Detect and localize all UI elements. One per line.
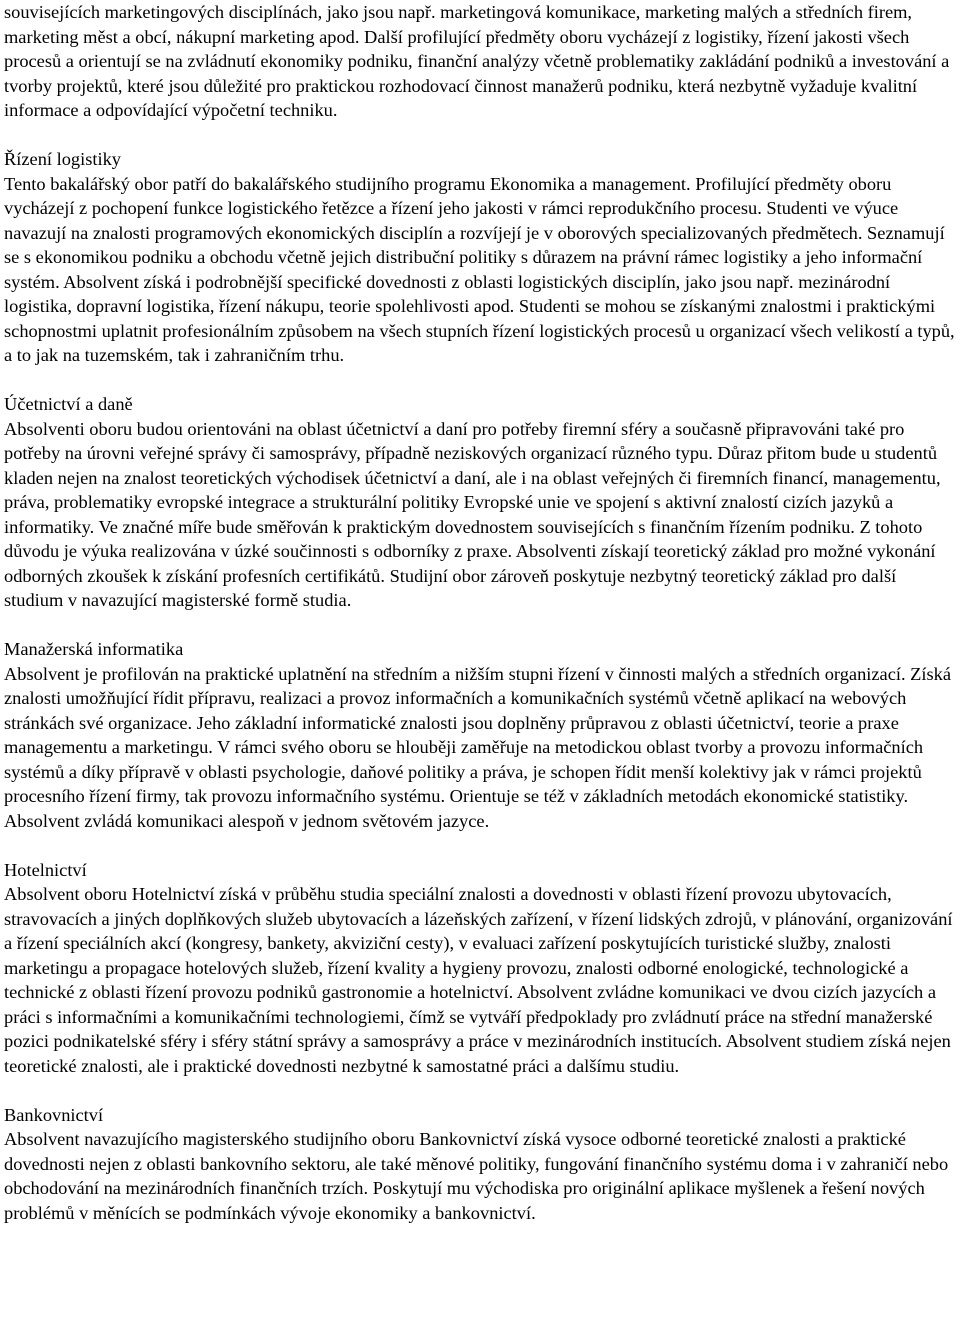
intro-paragraph: souvisejících marketingových disciplínách, jako jsou např. marketingová komunikace, marketing malých a středních firem, marketing měst a obcí, nákupní marketing apod. Další profilující předměty oboru vycházejí z logistiky, řízení jakosti všech procesů a orientují se na zvládnutí ekonomiky podniku, finanční analýzy včetně problematiky zakládání podniků a investování a tvorby projektů, které jsou důležité pro praktickou rozhodovací činnost manažerů podniku, která nezbytně vyžaduje kvalitní informace a odpovídající výpočetní techniku. xyxy=(4,2,950,120)
section-body: Tento bakalářský obor patří do bakalářského studijního programu Ekonomika a management. Profilující předměty oboru vycházejí z pochopení funkce logistického řetězce a řízení jeho jakosti v rámci reprodukčního procesu. Studenti ve výuce navazují na znalosti programových ekonomických disciplín a rozvíjejí je v oborových specializovaných předmětech. Seznamují se s ekonomikou podniku a obchodu včetně jejich distribuční politiky s důrazem na právní rámec logistiky a jeho informační systém. Absolvent získá i podrobnější specifické dovednosti z oblasti logistických disciplín, jako jsou např. mezinárodní logistika, dopravní logistika, řízení nákupu, teorie spolehlivosti apod. Studenti se mohou se získanými znalostmi i praktickými schopnostmi uplatnit profesionálním způsobem na všech stupních řízení logistických procesů u organizací všech velikostí a typů, a to jak na tuzemském, tak i zahraničním trhu. xyxy=(4,173,955,365)
section-heading: Manažerská informatika xyxy=(4,639,184,659)
section-hotelnictvi xyxy=(4,858,957,1079)
section-manazerska-informatika xyxy=(4,637,957,833)
section-heading: Účetnictví a daně xyxy=(4,394,133,414)
section-body: Absolvent oboru Hotelnictví získá v průběhu studia speciální znalosti a dovednosti v oblasti řízení provozu ubytovacích, stravovacích a jiných doplňkových služeb ubytovacích a lázeňských zařízení, v řízení lidských zdrojů, v plánování, organizování a řízení speciálních akcí (kongresy, bankety, akviziční cesty), v evaluaci zařízení poskytujících turistické služby, znalosti marketingu a propagace hotelových služeb, řízení kvality a hygieny provozu, znalosti odborné enologické, technologické a technické z oblasti řízení provozu podniků gastronomie a hotelnictví. Absolvent zvládne komunikaci ve dvou cizích jazycích a práci s informačními a komunikačními technologiemi, čímž se vytváří předpoklady pro zvládnutí práce na střední manažerské pozici podnikatelské sféry i sféry státní správy a samosprávy a práce v mezinárodních institucích. Absolvent studiem získá nejen teoretické znalosti, ale i praktické dovednosti nezbytné k samostatné práci a dalšímu studiu. xyxy=(4,884,953,1076)
section-body: Absolvent je profilován na praktické uplatnění na středním a nižším stupni řízení v činnosti malých a středních organizací. Získá znalosti umožňující řídit přípravu, realizaci a provoz informačních a komunikačních systémů včetně aplikací na webových stránkách své organizace. Jeho základní informatické znalosti jsou doplněny průpravou z oblasti účetnictví, teorie a praxe managementu a marketingu. V rámci svého oboru se hlouběji zaměřuje na metodickou oblast tvorby a provozu informačních systémů a díky přípravě v oblasti psychologie, daňové politiky a práva, je schopen řídit menší kolektivy jak v rámci projektů procesního řízení firmy, tak provozu informačního systému. Orientuje se též v základních metodách ekonomické statistiky. Absolvent zvládá komunikaci alespoň v jednom světovém jazyce. xyxy=(4,663,952,831)
section-heading: Bankovnictví xyxy=(4,1104,104,1125)
section-bankovnictvi xyxy=(4,1103,957,1226)
section-rizeni-logistiky xyxy=(4,147,957,368)
section-body: Absolventi oboru budou orientováni na oblast účetnictví a daní pro potřeby firemní sféry a současně připravováni také pro potřeby na úrovni veřejné správy či samosprávy, případně neziskových organizací různého typu. Důraz přitom bude u studentů kladen nejen na znalost teoretických východisek účetnictví a daní, ale i na oblast veřejných či firemních financí, managementu, práva, problematiky evropské integrace a strukturální politiky Evropské unie ve spojení s aktivní znalostí cizích jazyků a informatiky. Ve značné míře bude směřován k praktickým dovednostem souvisejících s finančním řízením podniku. Z tohoto důvodu je výuka realizována v úzké součinnosti s odborníky z praxe. Absolventi získají teoretický základ pro možné vykonání odborných zkoušek k získání profesních certifikátů. Studijní obor zároveň poskytuje nezbytný teoretický základ pro další studium v navazující magisterské formě studia. xyxy=(4,418,941,610)
section-ucetnictvi-a-dane xyxy=(4,392,957,613)
section-body: Absolvent navazujícího magisterského studijního oboru Bankovnictví získá vysoce odborné teoretické znalosti a praktické dovednosti nejen z oblasti bankovního sektoru, ale také měnové politiky, fungování finančního systému doma i v zahraničí nebo obchodování na mezinárodních finančních trzích. Poskytují mu východiska pro originální aplikace myšlenek a řešení nových problémů v měnících se podmínkách vývoje ekonomiky a bankovnictví. xyxy=(4,1129,949,1223)
section-heading: Hotelnictví xyxy=(4,859,87,880)
section-heading: Řízení logistiky xyxy=(4,149,121,169)
